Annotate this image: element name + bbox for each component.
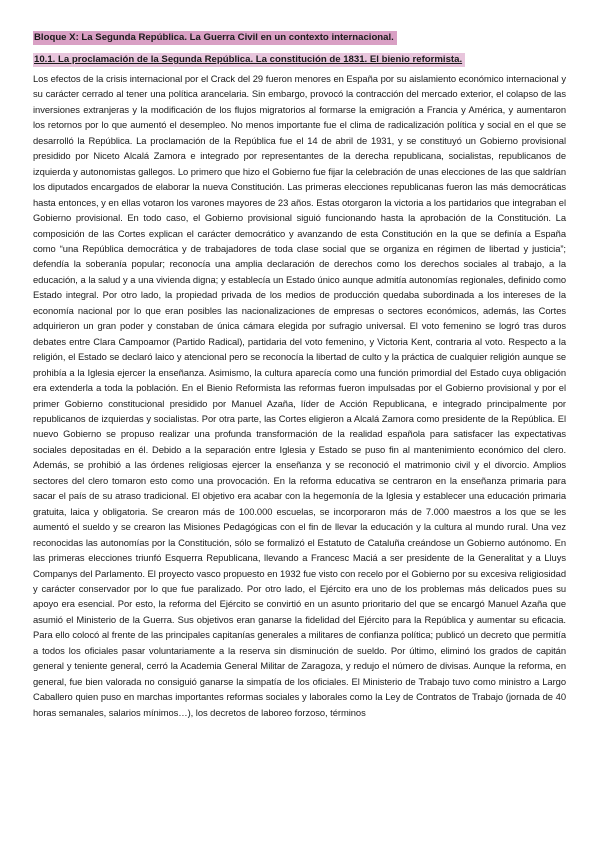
body-paragraph: Los efectos de la crisis internacional por el Crack del 29 fueron menores en España por su aislamiento económico internacional y su carácter cerrado al tener una política arancelaria. Sin embargo, provocó la contracción del mercado exterior, el colapso de las inversiones extranjeras y la modificación de los flujos migratorios al formarse la emigración a Francia y América, y aumentaron los retornos por lo que aumentó el desempleo. No menos importante fue el clima de radicalización política y social en el que se desarrolló la República. La proclamación de la República fue el 14 de abril de 1931, y se constituyó un Gobierno provisional presidido por Niceto Alcalá Zamora e integrado por representantes de la derecha republicana, socialistas, republicanos de izquierda y autonomistas gallegos. Lo primero que hizo el Gobierno fue fijar la celebración de unas elecciones de las que saldrían los diputados encargados de elaborar la nueva Constitución. Las primeras elecciones republicanas fueron las más democráticas hasta entonces, y en ellas votaron los varones mayores de 23 años. Estas otorgaron la victoria a los partidarios que integraban el Gobierno provisional. En todo caso, el Gobierno provisional siguió funcionando hasta la aprobación de la Constitución. La composición de las Cortes explican el carácter democrático y avanzando de esta Constitución en la que se definía a España como “una República democrática y de trabajadores de toda clase social que se organiza en régimen de libertad y justicia”; defendía la soberanía popular; reconocía una amplia declaración de derechos como los derechos sociales al trabajo, a la educación, a la salud y a una vivienda digna; y establecía un Estado único aunque admitía autonomías regionales, definido como Estado integral. Por otro lado, la propiedad privada de los medios de producción quedaba subordinada a los intereses de la economía nacional por lo que eran posibles las nacionalizaciones de empresas o sectores económicos, además, las Cortes adquirieron un gran poder y constaban de única cámara elegida por sufragio universal. El voto femenino se logró tras duros debates entre Clara Campoamor (Partido Radical), partidaria del voto femenino, y Victoria Kent, contraria al voto. Respecto a la religión, el Estado se declaró laico y atencional pero se reconocía la libertad de culto y la práctica de cualquier religión aunque se prohibía a la Iglesia ejercer la enseñanza. Asimismo, la cultura aparecía como una función primordial del Estado cuya obligación era extenderla a toda la población. En el Bienio Reformista las reformas fueron impulsadas por el Gobierno provisional y por el primer Gobierno constitucional presidido por Manuel Azaña, líder de Acción Republicana, e integrado principalmente por republicanos de izquierdas y socialistas. Por otra parte, las Cortes eligieron a Alcalá Zamora como presidente de la República. El nuevo Gobierno se propuso realizar una profunda transformación de la realidad española para satisfacer las expectativas sociales depositadas en él. Debido a la separación entre Iglesia y Estado se puso fin al mantenimiento económico del clero. Además, se prohibió a las órdenes religiosas ejercer la enseñanza y se reconoció el matrimonio civil y el divorcio. Amplios sectores del clero tomaron esto como una provocación. En la reforma educativa se centraron en la enseñanza primaria para sacar el país de su atraso tradicional. El objetivo era acabar con la hegemonía de la Iglesia y establecer una educación primaria gratuita, laica y obligatoria. Se crearon más de 100.000 escuelas, se incorporaron más de 7.000 maestros a los que se les aumentó el sueldo y se crearon las Misiones Pedagógicas con el fin de llevar la educación y la cultura al mundo rural. Una vez reconocidas las autonomías por la Constitución, sólo se formalizó el Estatuto de Cataluña creándose un Gobierno autónomo. En las primeras elecciones triunfó Esquerra Republicana, llevando a Francesc Maciá a ser presidente de la Generalitat y a Lluys Companys del Parlamento. El proyecto vasco propuesto en 1932 fue visto con recelo por el Gobierno por su excesiva religiosidad y carácter conservador por lo que fue paralizado. Por otro lado, el Ejército era uno de los problemas más delicados pues su apoyo era esencial. Por esto, la reforma del Ejército se convirtió en un asunto prioritario del que se encargó Manuel Azaña que asumió el Ministerio de la Guerra. Sus objetivos eran ganarse la fidelidad del Ejército para la República y aumentar su eficacia. Para ello colocó al frente de las principales capitanías generales a militares de confianza política; publicó un decreto que permitía a todos los oficiales pasar voluntariamente a la reserva sin disminución de sueldo. Por último, eliminó los grados de capitán general y teniente general, cerró la Academia General Militar de Zaragoza, y redujo el número de divisas. Aunque la reforma, en general, fue bien valorada no consiguió ganarse la simpatía de los oficiales. El Ministerio de Trabajo tuvo como ministro a Largo Caballero quien puso en marchas importantes reformas sociales y laborales como la Ley de Contratos de Trabajo (jornada de 40 horas semanales, salarios mínimos…), los decretos de laboreo forzoso, términos bbox=[33, 73, 566, 718]
section-title: 10.1. La proclamación de la Segunda República. La constitución de 1831. El bienio reformista. bbox=[33, 53, 465, 67]
block-title: Bloque X: La Segunda República. La Guerra Civil en un contexto internacional. bbox=[33, 31, 397, 45]
document-page bbox=[33, 27, 566, 720]
